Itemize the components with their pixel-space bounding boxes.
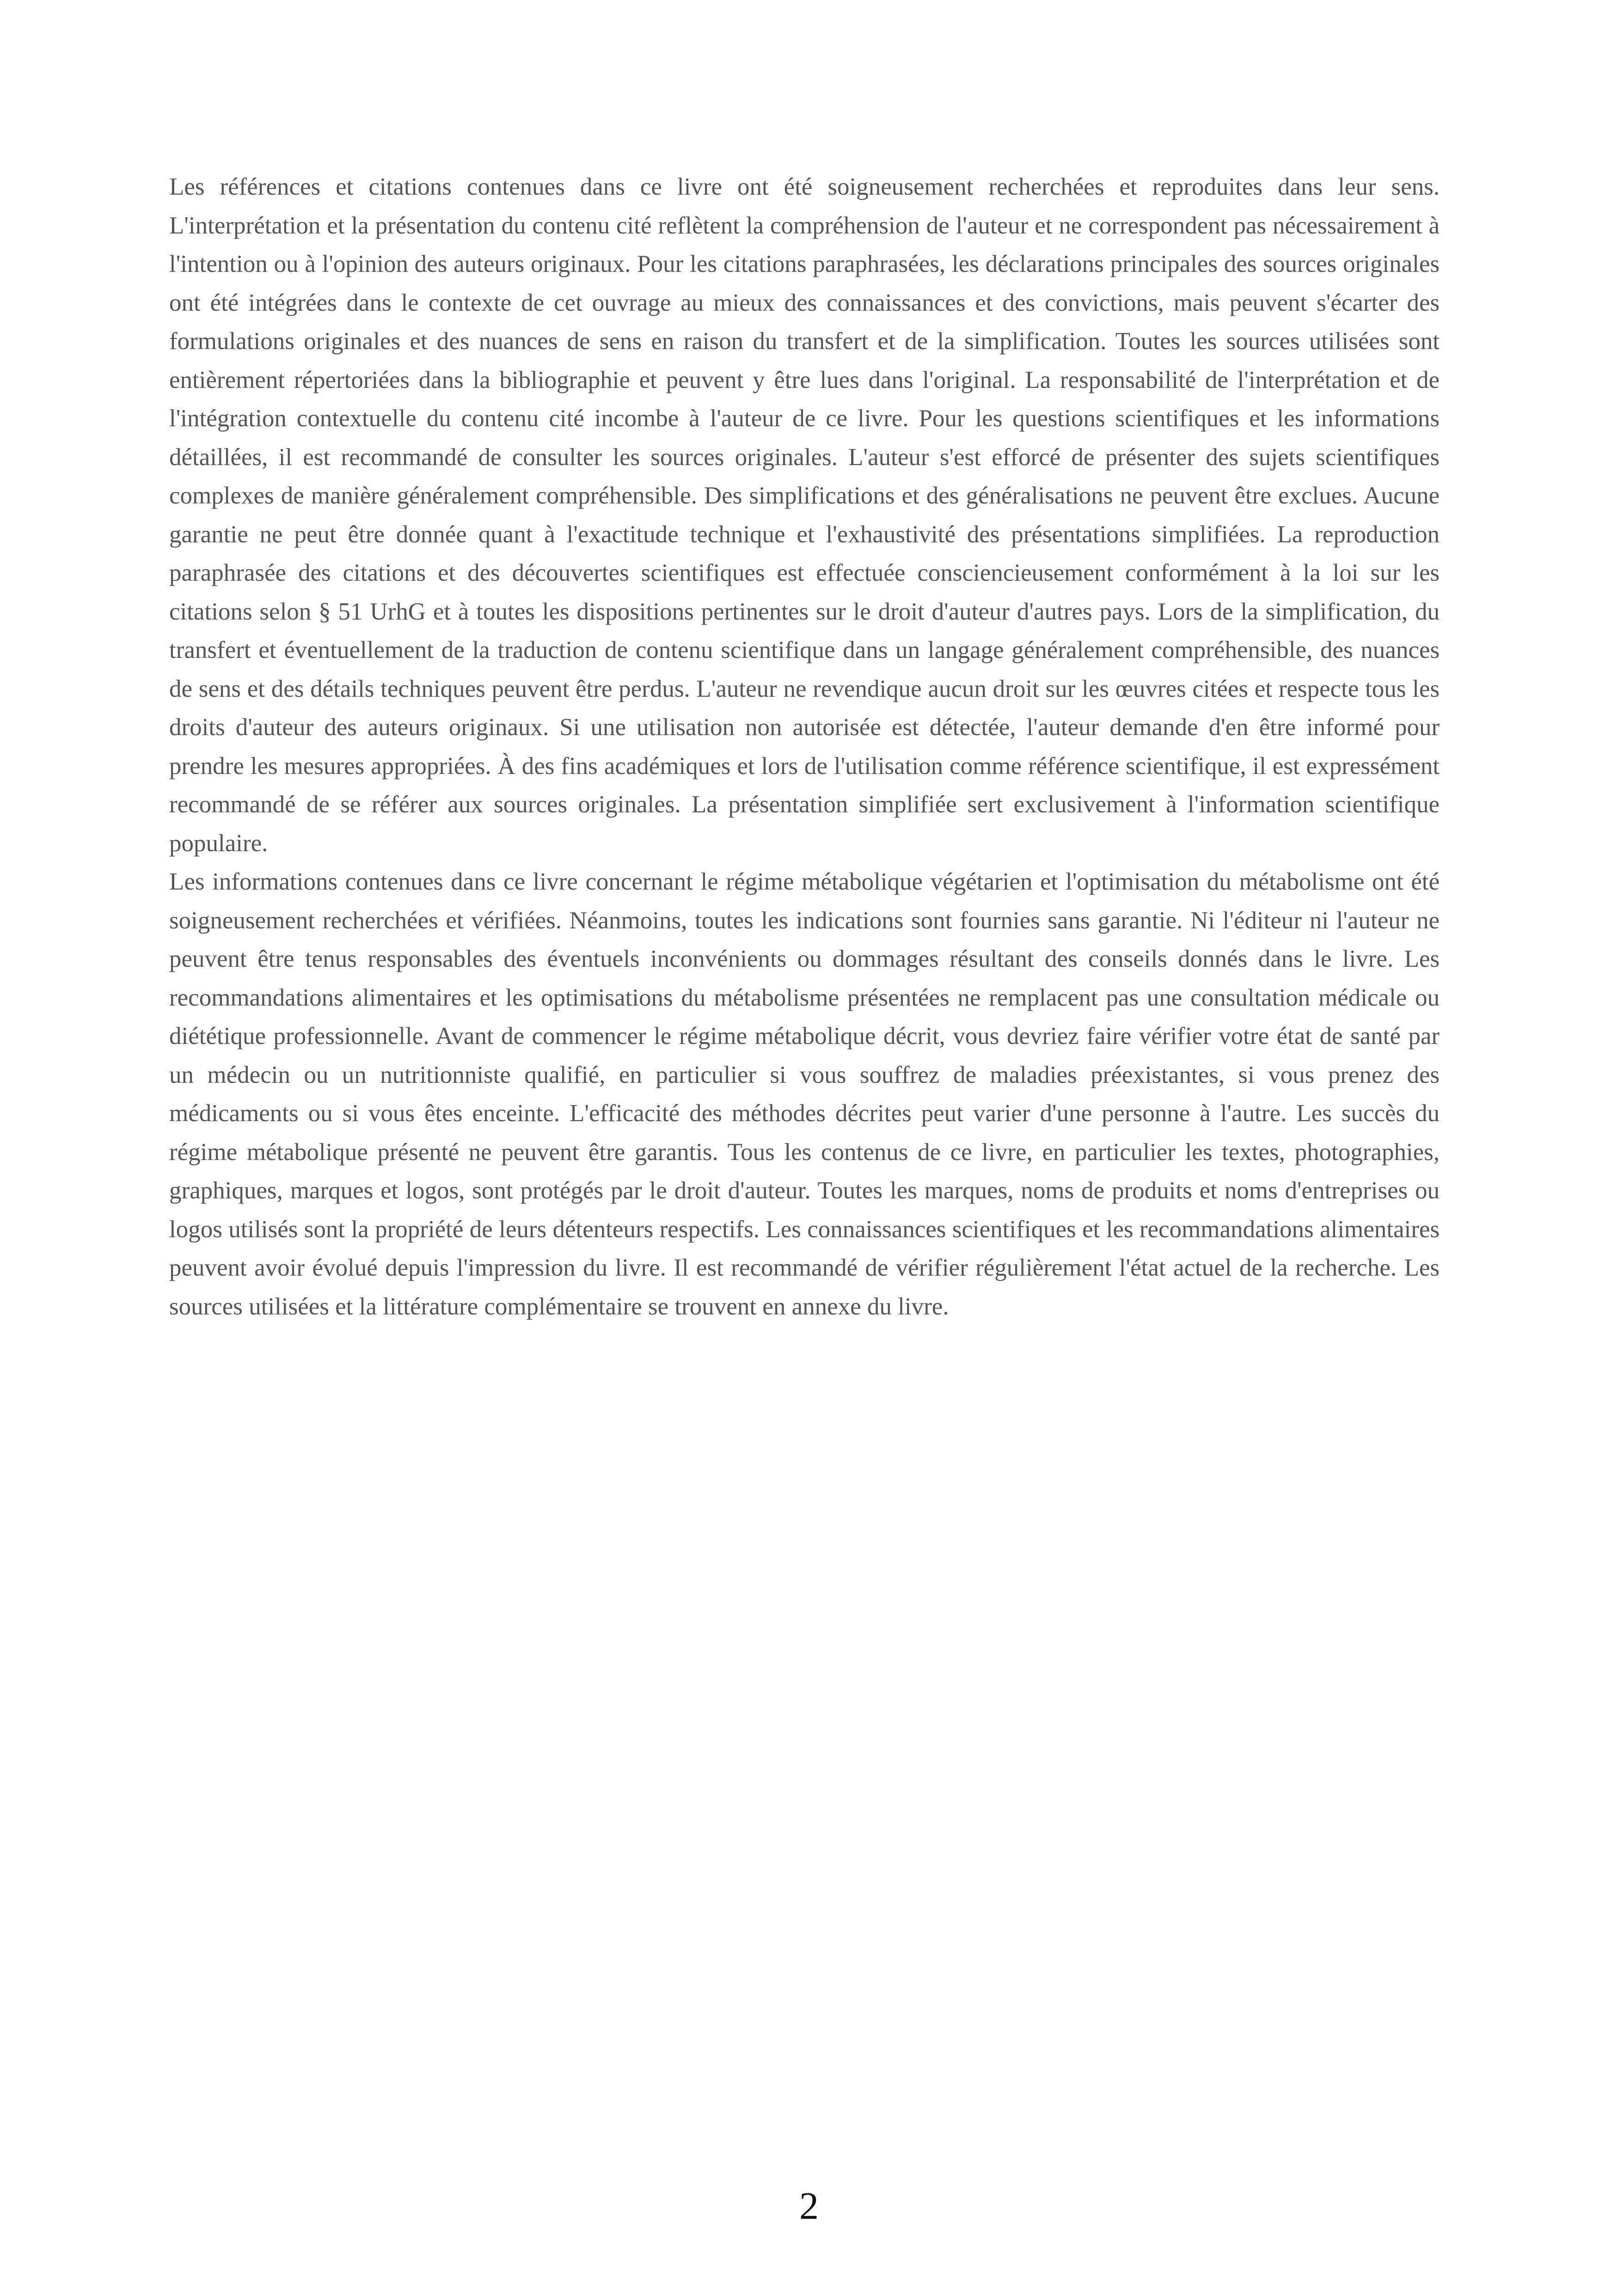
page-number: 2 [799, 2185, 819, 2228]
paragraph-citations-disclaimer: Les références et citations contenues dans ce livre ont été soigneusement recherchées et reproduites dans leur sens. L'interprétation et la présentation du contenu cité reflètent la compréhension de l'auteur et ne correspondent pas nécessairement à l'intention ou à l'opinion des auteurs originaux. Pour les citations paraphrasées, les déclarations principales des sources originales ont été intégrées dans le contexte de cet ouvrage au mieux des connaissances et des convictions, mais peuvent s'écarter des formulations originales et des nuances de sens en raison du transfert et de la simplification. Toutes les sources utilisées sont entièrement répertoriées dans la bibliographie et peuvent y être lues dans l'original. La responsabilité de l'interprétation et de l'intégration contextuelle du contenu cité incombe à l'auteur de ce livre. Pour les questions scientifiques et les informations détaillées, il est recommandé de consulter les sources originales. L'auteur s'est efforcé de présenter des sujets scientifiques complexes de manière généralement compréhensible. Des simplifications et des généralisations ne peuvent être exclues. Aucune garantie ne peut être donnée quant à l'exactitude technique et l'exhaustivité des présentations simplifiées. La reproduction paraphrasée des citations et des découvertes scientifiques est effectuée consciencieusement conformément à la loi sur les citations selon § 51 UrhG et à toutes les dispositions pertinentes sur le droit d'auteur d'autres pays. Lors de la simplification, du transfert et éventuellement de la traduction de contenu scientifique dans un langage généralement compréhensible, des nuances de sens et des détails techniques peuvent être perdus. L'auteur ne revendique aucun droit sur les œuvres citées et respecte tous les droits d'auteur des auteurs originaux. Si une utilisation non autorisée est détectée, l'auteur demande d'en être informé pour prendre les mesures appropriées. À des fins académiques et lors de l'utilisation comme référence scientifique, il est expressément recommandé de se référer aux sources originales. La présentation simplifiée sert exclusivement à l'information scientifique populaire. [169, 173, 1440, 857]
body-text [169, 168, 1440, 1326]
paragraph-liability-disclaimer: Les informations contenues dans ce livre concernant le régime métabolique végétarien et l'optimisation du métabolisme ont été soigneusement recherchées et vérifiées. Néanmoins, toutes les indications sont fournies sans garantie. Ni l'éditeur ni l'auteur ne peuvent être tenus responsables des éventuels inconvénients ou dommages résultant des conseils donnés dans le livre. Les recommandations alimentaires et les optimisations du métabolisme présentées ne remplacent pas une consultation médicale ou diététique professionnelle. Avant de commencer le régime métabolique décrit, vous devriez faire vérifier votre état de santé par un médecin ou un nutritionniste qualifié, en particulier si vous souffrez de maladies préexistantes, si vous prenez des médicaments ou si vous êtes enceinte. L'efficacité des méthodes décrites peut varier d'une personne à l'autre. Les succès du régime métabolique présenté ne peuvent être garantis. Tous les contenus de ce livre, en particulier les textes, photographies, graphiques, marques et logos, sont protégés par le droit d'auteur. Toutes les marques, noms de produits et noms d'entreprises ou logos utilisés sont la propriété de leurs détenteurs respectifs. Les connaissances scientifiques et les recommandations alimentaires peuvent avoir évolué depuis l'impression du livre. Il est recommandé de vérifier régulièrement l'état actuel de la recherche. Les sources utilisées et la littérature complémentaire se trouvent en annexe du livre. [169, 868, 1440, 1320]
